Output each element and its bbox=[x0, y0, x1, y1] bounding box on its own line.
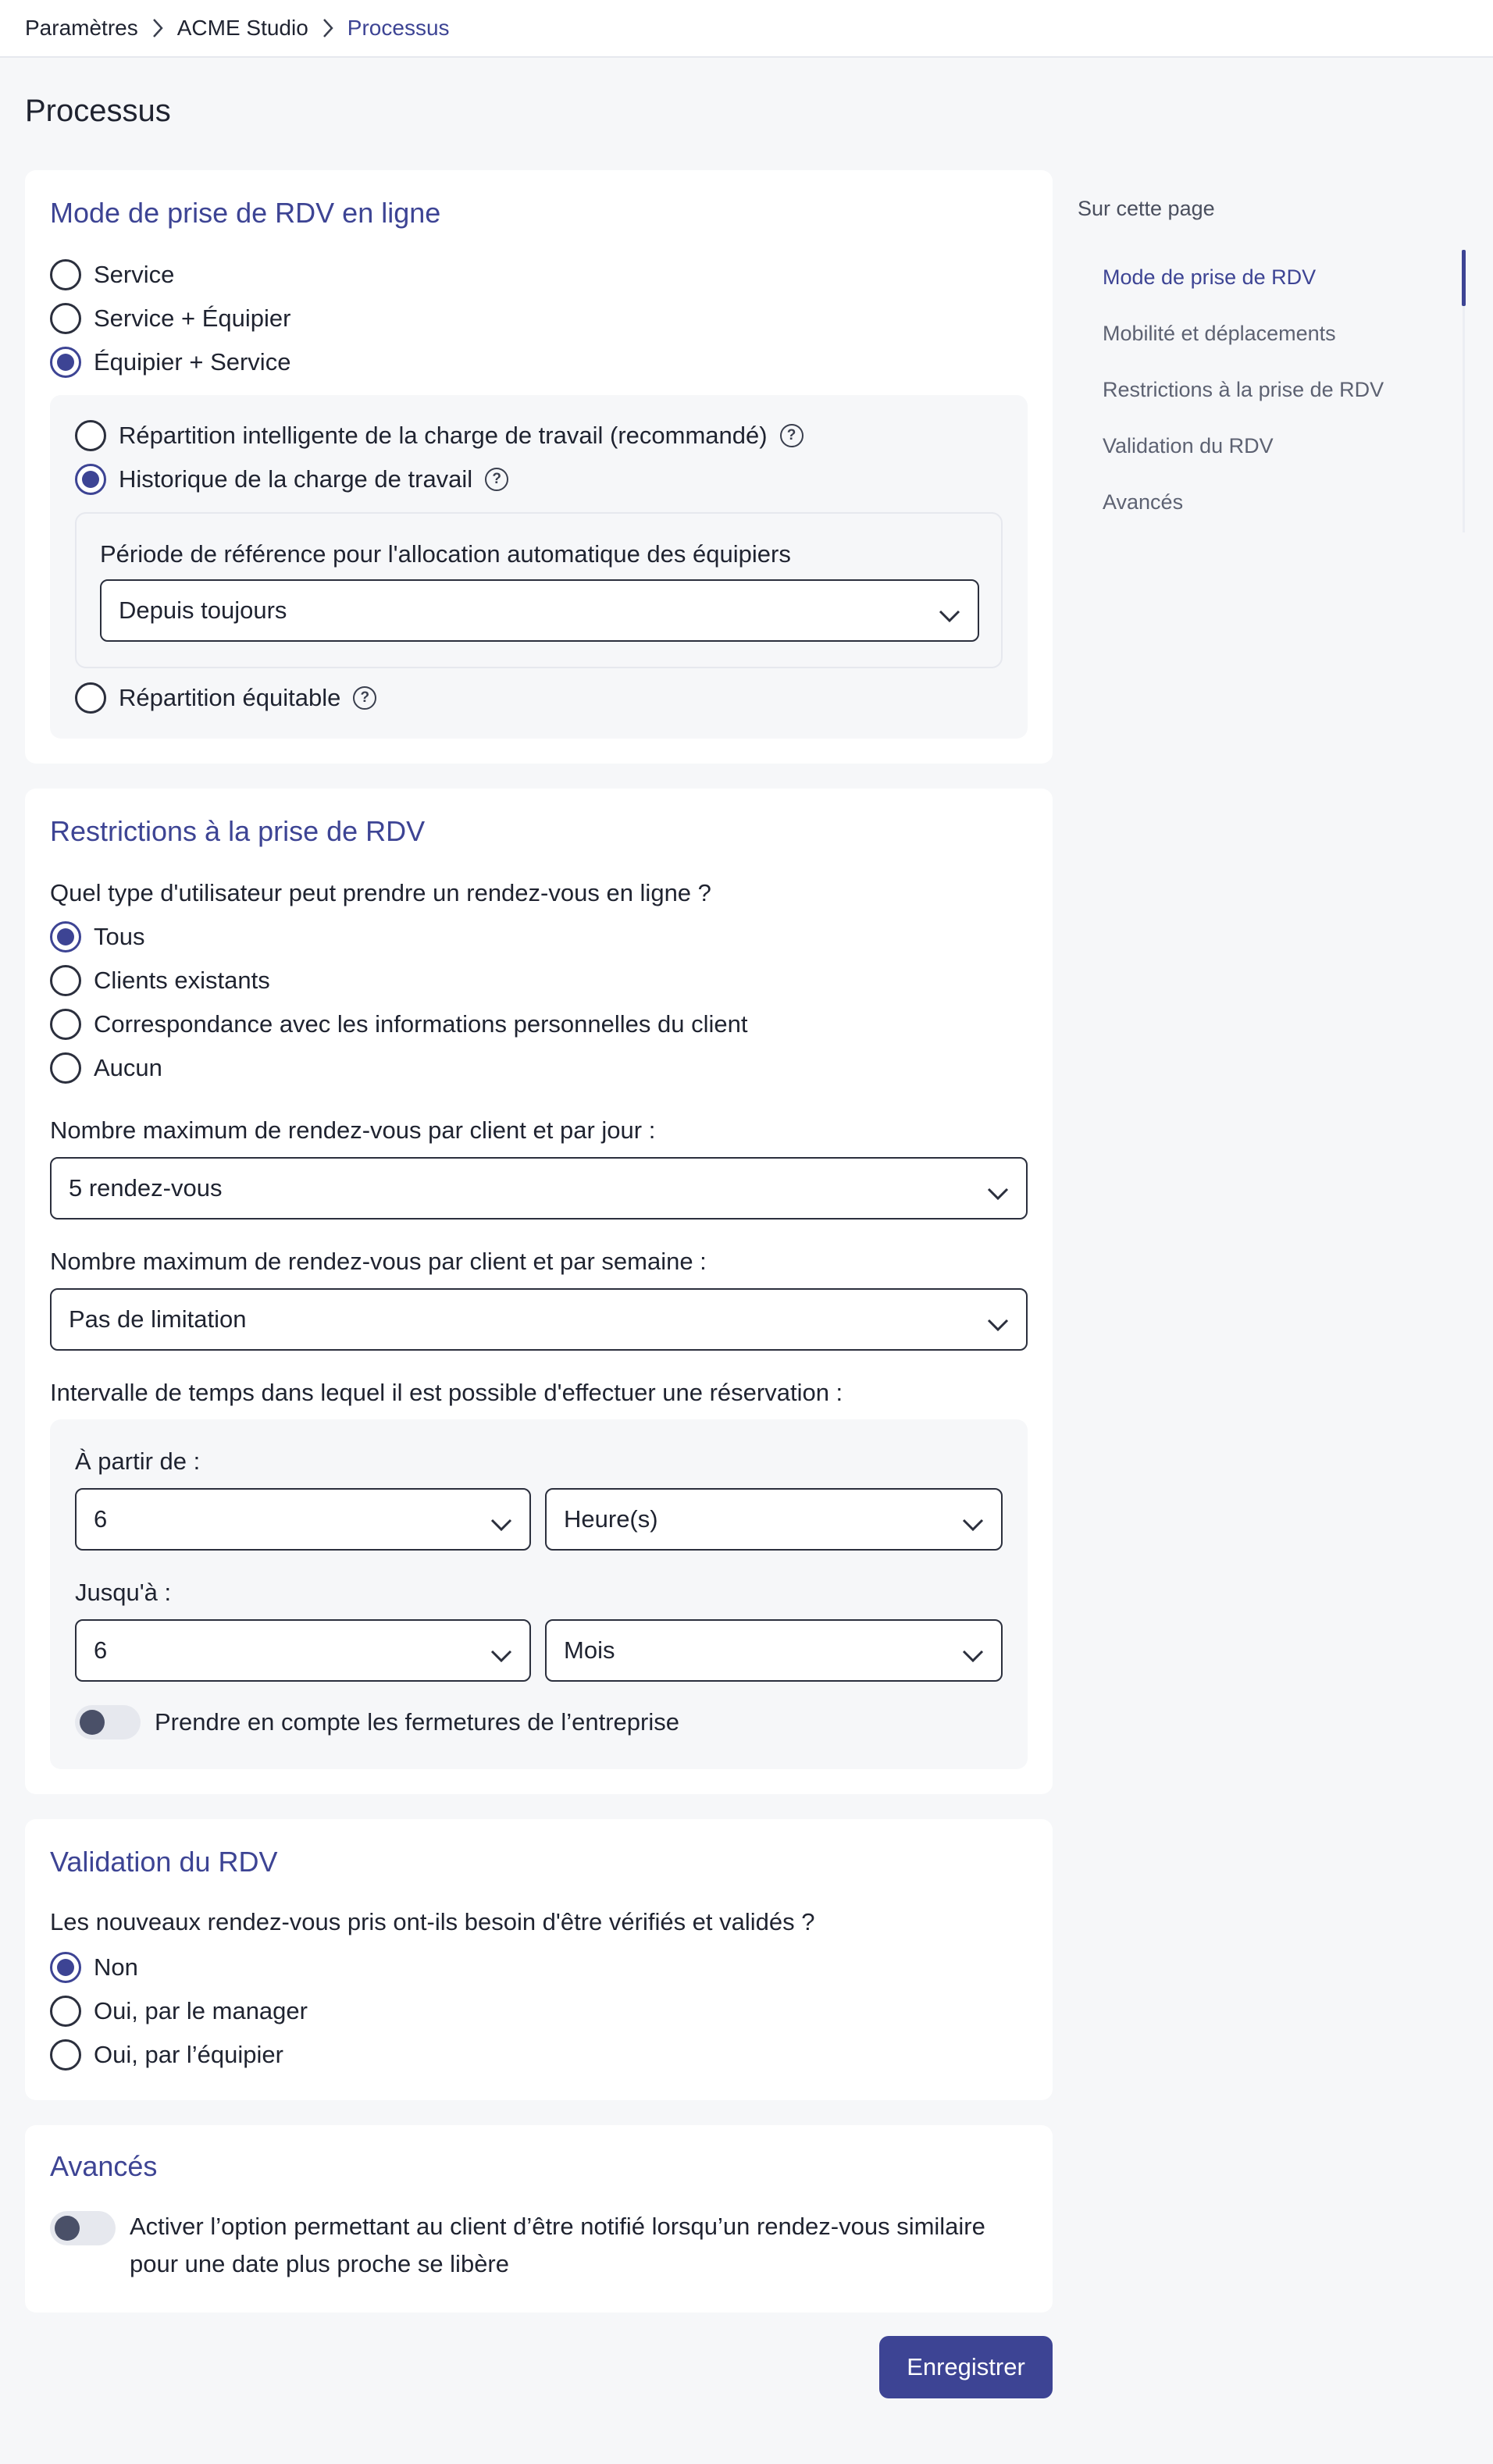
mode-title: Mode de prise de RDV en ligne bbox=[50, 197, 441, 229]
radio-label: Répartition intelligente de la charge de travail (recommandé) bbox=[119, 422, 768, 449]
allocation-option-equal[interactable] bbox=[75, 681, 376, 715]
period-label: Période de référence pour l'allocation automatique des équipiers bbox=[100, 540, 791, 568]
validation-option-no[interactable] bbox=[50, 1950, 138, 1985]
user-type-question: Quel type d'utilisateur peut prendre un rendez-vous en ligne ? bbox=[50, 879, 711, 906]
period-panel bbox=[75, 512, 1003, 668]
user-type-option-none[interactable] bbox=[50, 1051, 162, 1085]
from-unit: Heure(s) bbox=[564, 1505, 658, 1533]
radio-label: Service + Équipier bbox=[94, 304, 291, 332]
validation-option-manager[interactable] bbox=[50, 1994, 308, 2028]
radio-button[interactable] bbox=[50, 2039, 81, 2071]
radio-button-checked[interactable] bbox=[75, 464, 106, 495]
closures-toggle-row bbox=[75, 1705, 679, 1739]
max-per-day-value: 5 rendez-vous bbox=[69, 1174, 223, 1202]
radio-button[interactable] bbox=[50, 1052, 81, 1084]
notify-toggle-row bbox=[50, 2208, 1034, 2283]
from-value-select[interactable] bbox=[75, 1488, 531, 1551]
breadcrumb bbox=[0, 0, 1493, 58]
from-value: 6 bbox=[94, 1505, 108, 1533]
help-icon[interactable]: ? bbox=[485, 468, 508, 491]
validation-card bbox=[25, 1819, 1053, 2100]
allocation-panel bbox=[50, 395, 1028, 739]
save-button[interactable]: Enregistrer bbox=[879, 2336, 1053, 2398]
radio-label: Historique de la charge de travail bbox=[119, 465, 473, 493]
from-label: À partir de : bbox=[75, 1447, 201, 1475]
max-per-day-label: Nombre maximum de rendez-vous par client et par jour : bbox=[50, 1116, 656, 1144]
breadcrumb-item-current: Processus bbox=[347, 16, 450, 40]
radio-label: Non bbox=[94, 1953, 138, 1981]
allocation-option-smart[interactable] bbox=[75, 418, 804, 453]
mode-option-service[interactable] bbox=[50, 258, 174, 292]
mode-option-service-equipier[interactable] bbox=[50, 301, 290, 336]
advanced-card bbox=[25, 2125, 1053, 2313]
toc-track bbox=[1463, 306, 1465, 532]
until-unit: Mois bbox=[564, 1636, 615, 1664]
from-unit-select[interactable] bbox=[545, 1488, 1003, 1551]
toc-item-mode[interactable]: Mode de prise de RDV bbox=[1103, 265, 1317, 289]
help-icon[interactable]: ? bbox=[353, 686, 376, 710]
radio-label: Service bbox=[94, 261, 175, 288]
max-per-week-value: Pas de limitation bbox=[69, 1305, 247, 1333]
radio-button[interactable] bbox=[50, 965, 81, 996]
breadcrumb-item-parametres[interactable]: Paramètres bbox=[25, 16, 138, 40]
page-title: Processus bbox=[25, 94, 171, 128]
max-per-week-select[interactable] bbox=[50, 1288, 1028, 1351]
max-per-day-select[interactable] bbox=[50, 1157, 1028, 1220]
radio-label: Oui, par l’équipier bbox=[94, 2041, 283, 2068]
restrictions-card bbox=[25, 789, 1053, 1794]
mode-card bbox=[25, 170, 1053, 764]
chevron-down-icon bbox=[962, 1641, 984, 1669]
period-select[interactable] bbox=[100, 579, 979, 642]
chevron-down-icon bbox=[939, 601, 960, 629]
chevron-down-icon bbox=[490, 1641, 512, 1669]
radio-label: Clients existants bbox=[94, 967, 270, 994]
radio-label: Équipier + Service bbox=[94, 348, 291, 376]
closures-toggle[interactable] bbox=[75, 1705, 141, 1739]
chevron-right-icon bbox=[316, 18, 340, 38]
chevron-down-icon bbox=[987, 1310, 1009, 1338]
until-unit-select[interactable] bbox=[545, 1619, 1003, 1682]
period-select-value: Depuis toujours bbox=[119, 596, 287, 624]
interval-panel bbox=[50, 1419, 1028, 1769]
max-per-week-label: Nombre maximum de rendez-vous par client et par semaine : bbox=[50, 1248, 707, 1275]
toc-item-mobility[interactable]: Mobilité et déplacements bbox=[1103, 322, 1336, 345]
radio-label: Correspondance avec les informations personnelles du client bbox=[94, 1010, 748, 1038]
allocation-option-history[interactable] bbox=[75, 462, 508, 497]
radio-button[interactable] bbox=[50, 259, 81, 290]
radio-button[interactable] bbox=[75, 682, 106, 714]
until-value: 6 bbox=[94, 1636, 108, 1664]
notify-toggle-label: Activer l’option permettant au client d’être notifié lorsqu’un rendez-vous similaire pour une date plus proche se libère bbox=[130, 2213, 985, 2277]
radio-button-checked[interactable] bbox=[50, 347, 81, 378]
restrictions-title: Restrictions à la prise de RDV bbox=[50, 815, 426, 847]
radio-button[interactable] bbox=[75, 420, 106, 451]
mode-option-equipier-service[interactable] bbox=[50, 345, 290, 379]
advanced-title: Avancés bbox=[50, 2150, 158, 2182]
radio-button[interactable] bbox=[50, 1996, 81, 2027]
user-type-option-all[interactable] bbox=[50, 920, 144, 954]
until-label: Jusqu'à : bbox=[75, 1579, 172, 1606]
chevron-down-icon bbox=[962, 1510, 984, 1538]
toc-item-restrictions[interactable]: Restrictions à la prise de RDV bbox=[1103, 378, 1384, 401]
radio-button[interactable] bbox=[50, 1009, 81, 1040]
validation-title: Validation du RDV bbox=[50, 1846, 278, 1878]
toc-item-advanced[interactable]: Avancés bbox=[1103, 490, 1184, 514]
validation-option-equipier[interactable] bbox=[50, 2038, 283, 2072]
radio-button[interactable] bbox=[50, 303, 81, 334]
radio-button-checked[interactable] bbox=[50, 921, 81, 952]
user-type-option-match[interactable] bbox=[50, 1007, 747, 1042]
toc-title: Sur cette page bbox=[1078, 197, 1215, 220]
radio-label: Répartition équitable bbox=[119, 684, 341, 711]
chevron-right-icon bbox=[146, 18, 169, 38]
closures-toggle-label: Prendre en compte les fermetures de l’entreprise bbox=[155, 1708, 679, 1736]
chevron-down-icon bbox=[987, 1179, 1009, 1207]
validation-question: Les nouveaux rendez-vous pris ont-ils besoin d'être vérifiés et validés ? bbox=[50, 1908, 815, 1935]
radio-label: Oui, par le manager bbox=[94, 1997, 308, 2024]
user-type-option-existing[interactable] bbox=[50, 963, 270, 998]
notify-toggle[interactable] bbox=[50, 2211, 116, 2245]
toc-active-indicator bbox=[1462, 250, 1466, 306]
breadcrumb-item-studio[interactable]: ACME Studio bbox=[176, 16, 308, 40]
radio-button-checked[interactable] bbox=[50, 1952, 81, 1983]
radio-label: Aucun bbox=[94, 1054, 162, 1081]
until-value-select[interactable] bbox=[75, 1619, 531, 1682]
toc-item-validation[interactable]: Validation du RDV bbox=[1103, 434, 1274, 458]
help-icon[interactable]: ? bbox=[780, 424, 804, 447]
interval-label: Intervalle de temps dans lequel il est possible d'effectuer une réservation : bbox=[50, 1379, 843, 1406]
radio-label: Tous bbox=[94, 923, 145, 950]
chevron-down-icon bbox=[490, 1510, 512, 1538]
